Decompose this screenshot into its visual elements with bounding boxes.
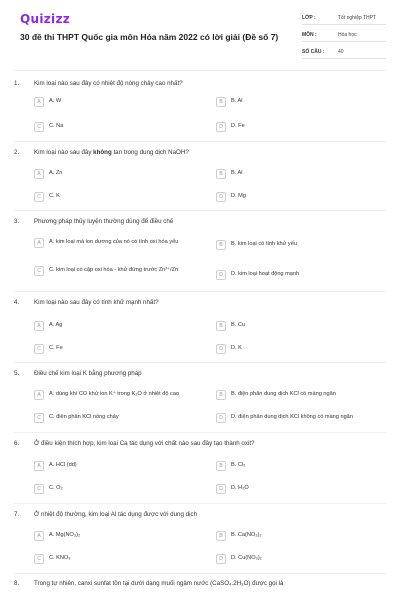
question-divider bbox=[14, 291, 386, 292]
option-text: B. Ca(NO₃)₂ bbox=[231, 532, 262, 539]
question-number: 2. bbox=[14, 149, 20, 156]
option-text: C. Fe bbox=[49, 345, 63, 352]
question-number: 3. bbox=[14, 218, 20, 225]
option-d[interactable] bbox=[216, 344, 242, 354]
option-key: A bbox=[34, 238, 44, 248]
question-number: 7. bbox=[14, 511, 20, 518]
option-text: B. Al bbox=[231, 98, 243, 105]
option-key: A bbox=[34, 390, 44, 400]
meta-value: 40 bbox=[338, 49, 344, 55]
option-text: B. Al bbox=[231, 170, 243, 177]
option-b[interactable] bbox=[216, 97, 243, 107]
option-key: B bbox=[216, 390, 226, 400]
option-key: A bbox=[34, 321, 44, 331]
question-1 bbox=[14, 80, 386, 87]
option-d[interactable] bbox=[216, 192, 246, 202]
option-text: C. KNO₃ bbox=[49, 555, 71, 562]
option-c[interactable] bbox=[34, 192, 60, 202]
option-key: D bbox=[216, 344, 226, 354]
option-b[interactable] bbox=[216, 461, 245, 471]
option-text: B. Cl₂ bbox=[231, 462, 246, 469]
question-text: Ở điều kiện thích hợp, kim loại Ca tác dụng với chất nào sau đây tạo thành oxit? bbox=[34, 440, 255, 447]
option-b[interactable] bbox=[216, 321, 245, 331]
option-b[interactable] bbox=[216, 240, 297, 250]
option-text: A. HCl (dd) bbox=[49, 462, 77, 469]
question-divider bbox=[14, 432, 386, 433]
question-text: Kim loại nào sau đây không tan trong dung dịch NaOH? bbox=[34, 149, 189, 156]
question-5 bbox=[14, 370, 386, 377]
option-c[interactable] bbox=[34, 554, 71, 564]
question-text: Kim loại nào sau đây có nhiệt độ nóng chảy cao nhất? bbox=[34, 80, 183, 87]
option-key: B bbox=[216, 240, 226, 250]
option-text: C. điện phân KCl nóng chảy bbox=[49, 414, 119, 421]
option-text: C. Na bbox=[49, 123, 64, 130]
meta-row-subject bbox=[302, 29, 386, 42]
meta-value: Tốt nghiệp THPT bbox=[338, 15, 376, 21]
question-divider bbox=[14, 362, 386, 363]
header-divider bbox=[14, 70, 386, 71]
option-c[interactable] bbox=[34, 122, 63, 132]
option-key: C bbox=[34, 266, 44, 276]
meta-value: Hóa học bbox=[338, 32, 357, 38]
question-text: Phương pháp thủy luyện thường dùng để điều chế bbox=[34, 218, 174, 225]
option-b[interactable] bbox=[216, 169, 243, 179]
option-a[interactable] bbox=[34, 97, 61, 107]
meta-label: SỐ CÂU : bbox=[302, 49, 325, 55]
option-text: B. Cu bbox=[231, 322, 245, 329]
option-key: A bbox=[34, 97, 44, 107]
option-a[interactable] bbox=[34, 390, 179, 400]
option-key: B bbox=[216, 321, 226, 331]
option-key: B bbox=[216, 169, 226, 179]
question-text: Điều chế kim loại K bằng phương pháp bbox=[34, 370, 142, 377]
question-number: 5. bbox=[14, 370, 20, 377]
meta-row-count bbox=[302, 46, 386, 59]
option-key: D bbox=[216, 484, 226, 494]
option-a[interactable] bbox=[34, 169, 62, 179]
option-key: D bbox=[216, 270, 226, 280]
option-key: B bbox=[216, 97, 226, 107]
option-text: A. Zn bbox=[49, 170, 63, 177]
question-text: Kim loại nào sau đây có tính khử mạnh nhất? bbox=[34, 299, 159, 306]
option-text: D. H₂O bbox=[231, 485, 249, 492]
option-text: A. dùng khí CO khử ion K⁺ trong K₂O ở nhiệt độ cao bbox=[49, 391, 180, 398]
option-text: B. điện phân dung dịch KCl có màng ngăn bbox=[231, 391, 336, 398]
option-key: C bbox=[34, 122, 44, 132]
meta-row-class bbox=[302, 12, 386, 25]
option-b[interactable] bbox=[216, 531, 262, 541]
option-text: D. điện phân dung dịch KCl không có màng ngăn bbox=[231, 414, 353, 421]
question-8 bbox=[14, 580, 386, 587]
option-text: C. O₂ bbox=[49, 485, 63, 492]
question-number: 1. bbox=[14, 80, 20, 87]
option-text: D. kim loại hoạt động mạnh bbox=[231, 271, 300, 278]
question-4 bbox=[14, 299, 386, 306]
option-a[interactable] bbox=[34, 238, 204, 248]
option-key: C bbox=[34, 554, 44, 564]
option-text: D. Fe bbox=[231, 123, 245, 130]
option-a[interactable] bbox=[34, 321, 62, 331]
option-key: A bbox=[34, 531, 44, 541]
question-divider bbox=[14, 210, 386, 211]
option-text: D. K bbox=[231, 345, 242, 352]
option-c[interactable] bbox=[34, 344, 63, 354]
question-number: 4. bbox=[14, 299, 20, 306]
question-7 bbox=[14, 511, 386, 518]
option-key: C bbox=[34, 344, 44, 354]
option-key: C bbox=[34, 413, 44, 423]
question-divider bbox=[14, 503, 386, 504]
option-a[interactable] bbox=[34, 461, 77, 471]
option-key: C bbox=[34, 484, 44, 494]
option-key: D bbox=[216, 413, 226, 423]
question-text: Ở nhiệt độ thường, kim loại Al tác dụng được với dung dịch bbox=[34, 511, 198, 518]
option-text: A. Mg(NO₃)₂ bbox=[49, 532, 81, 539]
option-text: A. W bbox=[49, 98, 62, 105]
quizizz-logo: Quizizz bbox=[20, 12, 71, 26]
option-text: A. kim loại mà ion dương của nó có tính oxi hóa yếu bbox=[49, 239, 179, 246]
option-d[interactable] bbox=[216, 554, 262, 564]
option-key: D bbox=[216, 554, 226, 564]
option-text: B. kim loại có tính khử yếu bbox=[231, 241, 297, 248]
option-key: B bbox=[216, 531, 226, 541]
question-number: 6. bbox=[14, 440, 20, 447]
option-text: A. Ag bbox=[49, 322, 63, 329]
question-2 bbox=[14, 149, 386, 156]
option-key: C bbox=[34, 192, 44, 202]
option-d[interactable] bbox=[216, 270, 299, 280]
meta-label: MÔN : bbox=[302, 32, 317, 38]
option-text: D. Mg bbox=[231, 193, 246, 200]
question-divider bbox=[14, 573, 386, 574]
option-c[interactable] bbox=[34, 266, 204, 276]
question-divider bbox=[14, 141, 386, 142]
option-text: C. kim loại có cặp oxi hóa - khử đứng trước Zn²⁺/Zn bbox=[49, 267, 179, 274]
option-d[interactable] bbox=[216, 413, 353, 423]
meta-label: LỚP : bbox=[302, 15, 316, 21]
option-key: D bbox=[216, 192, 226, 202]
option-b[interactable] bbox=[216, 390, 336, 400]
option-a[interactable] bbox=[34, 531, 80, 541]
option-key: B bbox=[216, 461, 226, 471]
option-c[interactable] bbox=[34, 413, 119, 423]
question-6 bbox=[14, 440, 386, 447]
option-d[interactable] bbox=[216, 484, 249, 494]
question-number: 8. bbox=[14, 580, 20, 587]
option-key: A bbox=[34, 461, 44, 471]
option-text: D. Cu(NO₃)₂ bbox=[231, 555, 262, 562]
meta-box bbox=[302, 12, 386, 63]
option-key: A bbox=[34, 169, 44, 179]
question-3 bbox=[14, 218, 386, 225]
option-text: C. K bbox=[49, 193, 60, 200]
document-title: 30 đề thi THPT Quốc gia môn Hóa năm 2022 có lời giải (Đề số 7) bbox=[20, 32, 279, 42]
option-key: D bbox=[216, 122, 226, 132]
option-d[interactable] bbox=[216, 122, 245, 132]
question-text: Trong tự nhiên, canxi sunfat tồn tại dưới dạng muối ngậm nước (CaSO₄.2H₂O) được gọi là bbox=[34, 580, 284, 587]
option-c[interactable] bbox=[34, 484, 63, 494]
